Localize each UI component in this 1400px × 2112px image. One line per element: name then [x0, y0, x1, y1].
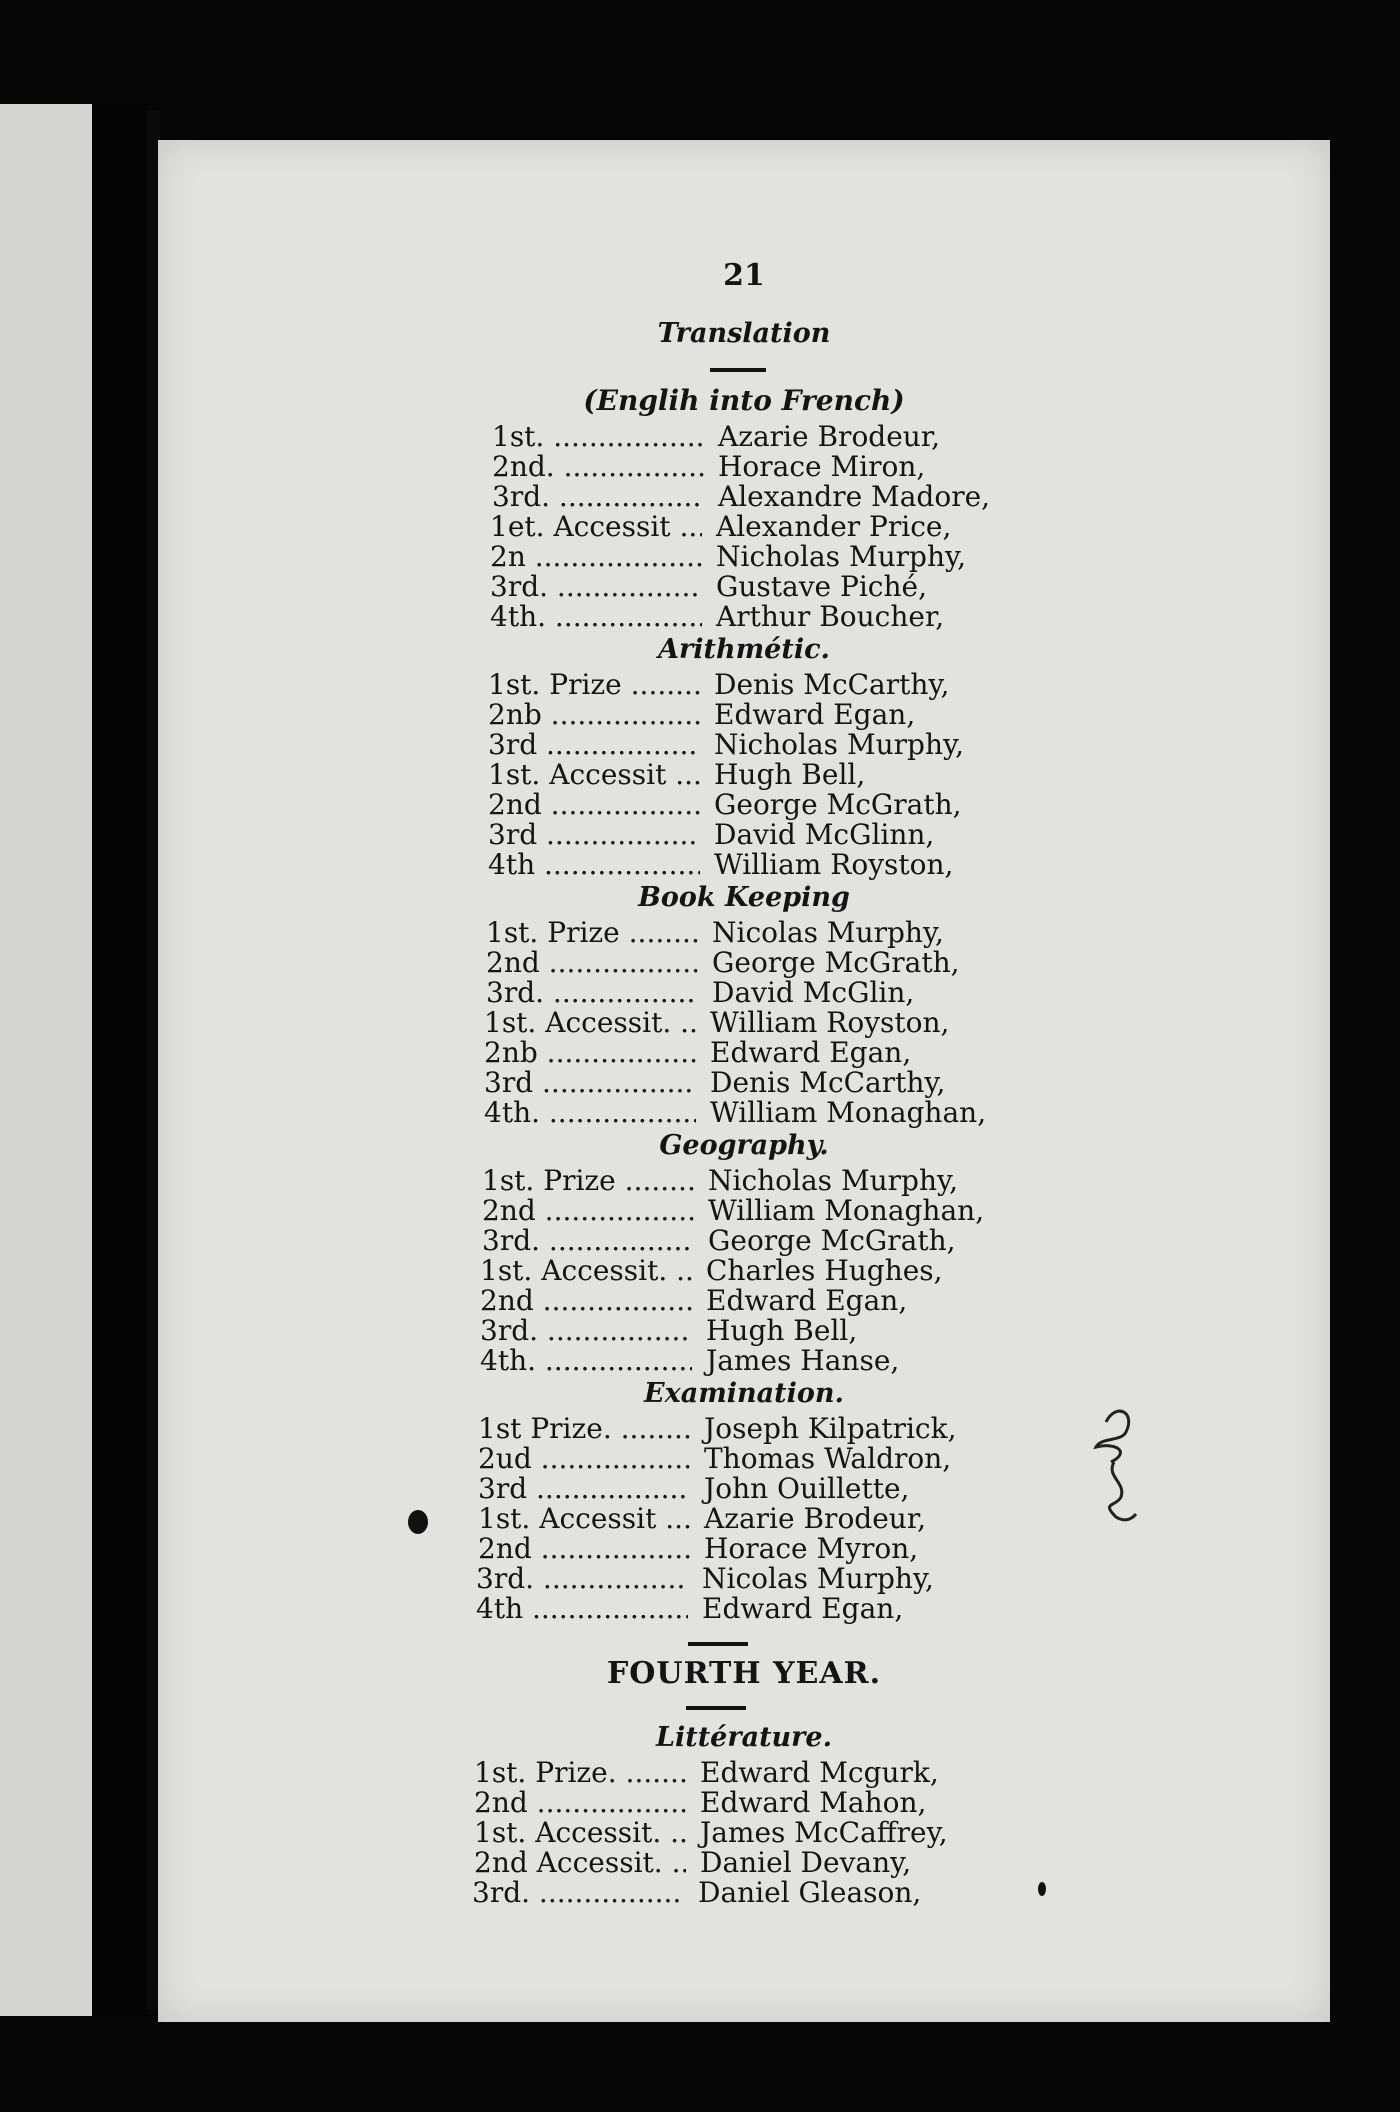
rank-label: 4th ..... — [488, 850, 700, 880]
section-title-geography: Geography. — [659, 1130, 829, 1161]
rank-label: 3rd ..... — [484, 1068, 696, 1098]
rank-label: 1st. Accessit. ..... — [480, 1256, 692, 1286]
winner-name: Azarie Brodeur, — [718, 420, 941, 453]
rank-label: 1st Prize. ..... — [478, 1414, 690, 1444]
page-number: 21 — [723, 258, 765, 293]
winner-name: William Monaghan, — [710, 1096, 987, 1129]
winner-name: Edward Egan, — [706, 1284, 908, 1317]
winner-name: Nicholas Murphy, — [708, 1164, 958, 1197]
rank-label: 3rd. ..... — [486, 978, 698, 1008]
winner-name: George McGrath, — [708, 1224, 956, 1257]
rank-label: 2ud ..... — [478, 1444, 690, 1474]
winner-name: Denis McCarthy, — [710, 1066, 946, 1099]
winner-name: Nicolas Murphy, — [712, 916, 944, 949]
winner-name: Joseph Kilpatrick, — [704, 1412, 957, 1445]
ink-speck — [1038, 1882, 1046, 1896]
winner-name: James Hanse, — [706, 1344, 900, 1377]
winner-name: Charles Hughes, — [706, 1254, 943, 1287]
rank-label: 1st. Accessit ..... — [478, 1504, 690, 1534]
page-content — [158, 140, 1330, 2022]
winner-name: George McGrath, — [712, 946, 960, 979]
winner-name: James McCaffrey, — [700, 1816, 948, 1849]
section-title-translation: Translation — [657, 318, 831, 349]
year-heading: FOURTH YEAR. — [606, 1656, 882, 1691]
rank-label: 2n ..... — [490, 542, 702, 572]
rank-label: 1st. Prize ..... — [488, 670, 700, 700]
winner-name: John Ouillette, — [704, 1472, 910, 1505]
rank-label: 2nd. ..... — [492, 452, 704, 482]
winner-name: Alexander Price, — [716, 510, 952, 543]
rank-label: 3rd ..... — [488, 730, 700, 760]
rank-label: 1st. Accessit. ..... — [474, 1818, 686, 1848]
winner-name: David McGlin, — [712, 976, 915, 1009]
rank-label: 3rd ..... — [478, 1474, 690, 1504]
rank-label: 1st. Accessit ..... — [488, 760, 700, 790]
winner-name: Arthur Boucher, — [716, 600, 945, 633]
rank-label: 2nd ..... — [480, 1286, 692, 1316]
rank-label: 3rd. ..... — [490, 572, 702, 602]
section-title-arithmetic: Arithmétic. — [658, 634, 830, 665]
winner-name: Nicholas Murphy, — [716, 540, 966, 573]
rank-label: 3rd. ..... — [492, 482, 704, 512]
winner-name: Denis McCarthy, — [714, 668, 950, 701]
rank-label: 3rd. ..... — [472, 1878, 684, 1908]
document-page — [158, 140, 1330, 2022]
winner-name: George McGrath, — [714, 788, 962, 821]
title-rule — [710, 368, 766, 372]
rank-label: 3rd. ..... — [482, 1226, 694, 1256]
rank-label: 2nd ..... — [478, 1534, 690, 1564]
winner-name: William Royston, — [714, 848, 954, 881]
winner-name: Horace Myron, — [704, 1532, 919, 1565]
winner-name: Nicholas Murphy, — [714, 728, 964, 761]
winner-name: Azarie Brodeur, — [704, 1502, 927, 1535]
winner-name: Edward Mcgurk, — [700, 1756, 939, 1789]
rank-label: 1st. ..... — [492, 422, 704, 452]
winner-name: Alexandre Madore, — [718, 480, 991, 513]
rank-label: 1st. Prize ..... — [482, 1166, 694, 1196]
section-title-litterature: Littérature. — [656, 1722, 832, 1753]
handwritten-mark-icon — [1086, 1402, 1146, 1532]
rank-label: 1st. Prize ..... — [486, 918, 698, 948]
winner-name: Nicolas Murphy, — [702, 1562, 934, 1595]
winner-name: Hugh Bell, — [714, 758, 866, 791]
rank-label: 3rd ..... — [488, 820, 700, 850]
winner-name: Gustave Piché, — [716, 570, 927, 603]
rank-label: 1st. Prize. ..... — [474, 1758, 686, 1788]
rank-label: 1st. Accessit. ..... — [484, 1008, 696, 1038]
section-title-examination: Examination. — [644, 1378, 844, 1409]
rank-label: 4th. ..... — [490, 602, 702, 632]
section-subtitle-translation: (Englih into French) — [583, 384, 905, 417]
rank-label: 4th. ..... — [480, 1346, 692, 1376]
section-title-book-keeping: Book Keeping — [638, 882, 850, 913]
rank-label: 2nd Accessit. ..... — [474, 1848, 686, 1878]
winner-name: Edward Egan, — [702, 1592, 904, 1625]
rank-label: 4th ..... — [476, 1594, 688, 1624]
winner-name: Horace Miron, — [718, 450, 926, 483]
rank-label: 2nd ..... — [486, 948, 698, 978]
winner-name: Thomas Waldron, — [704, 1442, 952, 1475]
winner-name: Edward Mahon, — [700, 1786, 927, 1819]
rank-label: 3rd. ..... — [476, 1564, 688, 1594]
rank-label: 2nb ..... — [484, 1038, 696, 1068]
winner-name: Edward Egan, — [710, 1036, 912, 1069]
rank-label: 3rd. ..... — [480, 1316, 692, 1346]
rank-label: 2nd ..... — [474, 1788, 686, 1818]
winner-name: William Monaghan, — [708, 1194, 985, 1227]
rank-label: 1et. Accessit ..... — [490, 512, 702, 542]
winner-name: William Royston, — [710, 1006, 950, 1039]
year-rule-top — [688, 1642, 748, 1646]
rank-label: 2nd ..... — [482, 1196, 694, 1226]
ink-blot — [408, 1510, 428, 1534]
winner-name: Hugh Bell, — [706, 1314, 858, 1347]
year-rule-bottom — [686, 1706, 746, 1710]
winner-name: Daniel Devany, — [700, 1846, 912, 1879]
winner-name: Daniel Gleason, — [698, 1876, 922, 1909]
winner-name: David McGlinn, — [714, 818, 935, 851]
rank-label: 4th. ..... — [484, 1098, 696, 1128]
winner-name: Edward Egan, — [714, 698, 916, 731]
rank-label: 2nd ..... — [488, 790, 700, 820]
rank-label: 2nb ..... — [488, 700, 700, 730]
